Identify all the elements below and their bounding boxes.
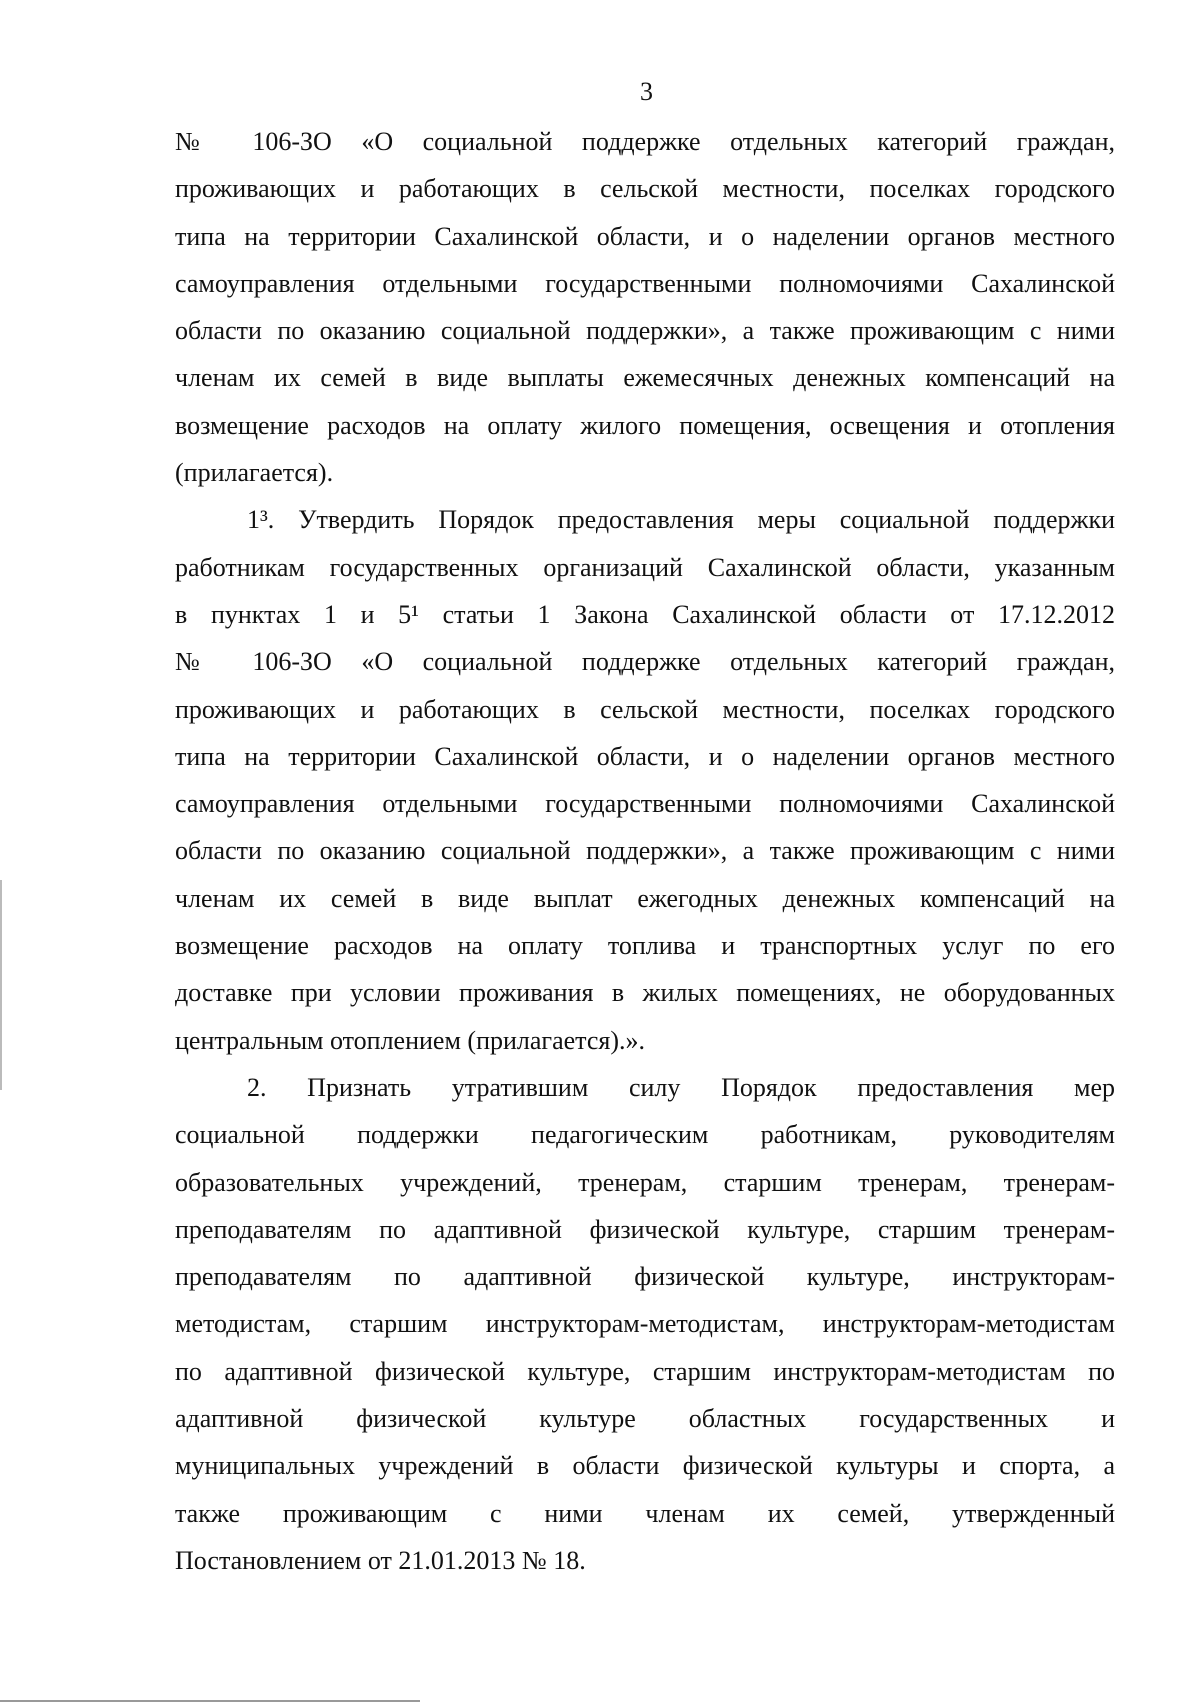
- text-line: 1³. Утвердить Порядок предоставления меры социальной поддержки: [247, 505, 1115, 535]
- text-line: Постановлением от 21.01.2013 № 18.: [175, 1545, 586, 1575]
- text-line: работникам государственных организаций Сахалинской области, указанным: [175, 552, 1115, 582]
- text-line: центральным отоплением (прилагается).».: [175, 1025, 645, 1055]
- text-line: возмещение расходов на оплату топлива и транспортных услуг по его: [175, 931, 1115, 961]
- text-line: № 106-ЗО «О социальной поддержке отдельных категорий граждан,: [175, 127, 1115, 156]
- text-line: доставке при условии проживания в жилых помещениях, не оборудованных: [175, 978, 1115, 1008]
- text-line: преподавателям по адаптивной физической культуре, инструкторам-: [175, 1262, 1115, 1292]
- text-line: социальной поддержки педагогическим работникам, руководителям: [175, 1120, 1115, 1150]
- body-text: [175, 118, 1115, 1584]
- text-line: также проживающим с ними членам их семей, утвержденный: [175, 1498, 1115, 1528]
- text-line: в пунктах 1 и 5¹ статьи 1 Закона Сахалинской области от 17.12.2012: [175, 599, 1115, 629]
- text-line: методистам, старшим инструкторам-методистам, инструкторам-методистам: [175, 1309, 1115, 1339]
- text-line: по адаптивной физической культуре, старшим инструкторам-методистам по: [175, 1356, 1115, 1386]
- text-line: № 106-ЗО «О социальной поддержке отдельных категорий граждан,: [175, 647, 1115, 677]
- text-line: членам их семей в виде выплат ежегодных денежных компенсаций на: [175, 883, 1115, 913]
- text-line: 2. Признать утратившим силу Порядок предоставления мер: [247, 1072, 1115, 1102]
- text-line: муниципальных учреждений в области физической культуры и спорта, а: [175, 1451, 1115, 1481]
- text-line: типа на территории Сахалинской области, и о наделении органов местного: [175, 741, 1115, 771]
- text-line: типа на территории Сахалинской области, и о наделении органов местного: [175, 221, 1115, 251]
- text-line: преподавателям по адаптивной физической культуре, старшим тренерам-: [175, 1214, 1115, 1244]
- scan-edge-mark: [0, 880, 2, 1090]
- text-line: членам их семей в виде выплаты ежемесячных денежных компенсаций на: [175, 363, 1115, 393]
- text-line: самоуправления отдельными государственными полномочиями Сахалинской: [175, 268, 1115, 298]
- paragraph-item-2: [175, 1064, 1115, 1584]
- text-line: области по оказанию социальной поддержки», а также проживающим с ними: [175, 836, 1115, 866]
- text-line: адаптивной физической культуре областных государственных и: [175, 1404, 1115, 1434]
- text-line: проживающих и работающих в сельской местности, поселках городского: [175, 694, 1115, 724]
- text-line: возмещение расходов на оплату жилого помещения, освещения и отопления: [175, 410, 1115, 440]
- page-number: 3: [640, 77, 653, 106]
- paragraph-item-1-3: [175, 496, 1115, 1064]
- scan-bottom-line: [0, 1700, 420, 1702]
- text-line: проживающих и работающих в сельской местности, поселках городского: [175, 174, 1115, 204]
- text-line: самоуправления отдельными государственными полномочиями Сахалинской: [175, 789, 1115, 819]
- paragraph-continuation: [175, 118, 1115, 496]
- text-line: (прилагается).: [175, 458, 334, 488]
- text-line: образовательных учреждений, тренерам, старшим тренерам, тренерам-: [175, 1167, 1115, 1197]
- text-line: области по оказанию социальной поддержки», а также проживающим с ними: [175, 316, 1115, 346]
